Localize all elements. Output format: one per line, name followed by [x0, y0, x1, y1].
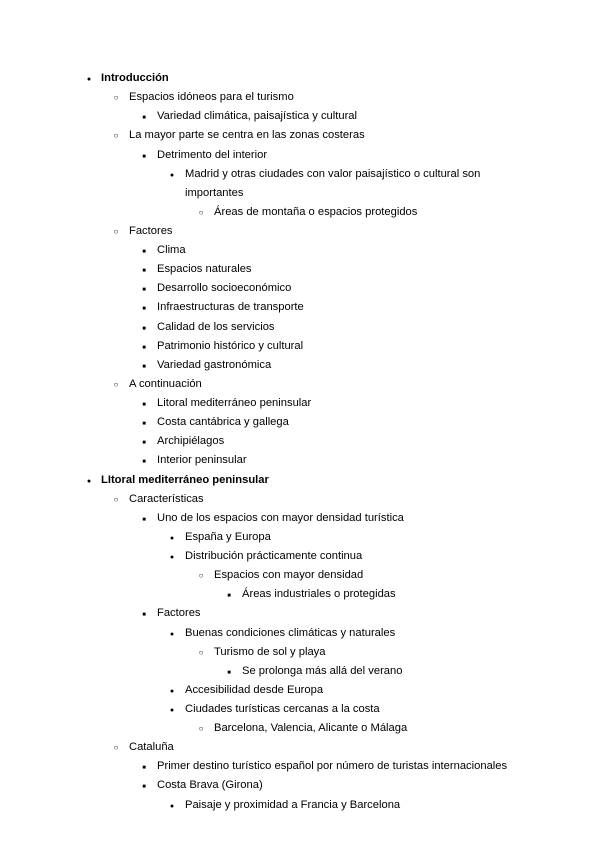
bullet-square-icon — [223, 585, 235, 606]
outline-item-text: Cataluña — [129, 741, 174, 754]
bullet-disc-icon — [166, 796, 178, 816]
outline-item-text: Primer destino turístico español por número de turistas internacionales — [157, 760, 508, 773]
outline-item-text: Barcelona, Valencia, Alicante o Málaga — [214, 722, 408, 735]
bullet-circle-icon — [110, 738, 122, 757]
outline-item-text: La mayor parte se centra en las zonas costeras — [129, 129, 365, 142]
bullet-square-icon — [138, 413, 150, 434]
outline-item-text: Accesibilidad desde Europa — [185, 683, 324, 696]
outline-item-text: Desarrollo socioeconómico — [157, 282, 292, 295]
outline-item-text: Archipiélagos — [157, 435, 225, 448]
outline-item-text: Madrid y otras ciudades con valor paisajístico o cultural son — [185, 167, 481, 180]
bullet-square-icon — [138, 509, 150, 530]
bullet-disc-icon — [166, 681, 178, 701]
bullet-circle-icon — [110, 222, 122, 241]
outline-item-text: Variedad gastronómica — [157, 358, 272, 371]
outline-item-text: Litoral mediterráneo peninsular — [157, 397, 312, 409]
bullet-circle-icon — [110, 126, 122, 145]
bullet-circle-icon — [110, 375, 122, 394]
bullet-square-icon — [223, 662, 235, 683]
bullet-disc-icon — [166, 700, 178, 720]
bullet-square-icon — [138, 241, 150, 262]
outline-item-text: Buenas condiciones climáticas y naturales — [185, 626, 396, 639]
outline-item-text: A continuación — [129, 377, 202, 390]
bullet-square-icon — [138, 451, 150, 472]
outline-item-text: Paisaje y proximidad a Francia y Barcelona — [185, 798, 401, 811]
outline-item-text: España y Europa — [185, 530, 271, 543]
bullet-disc-icon — [166, 528, 178, 548]
outline-item-text: Interior peninsular — [157, 454, 247, 467]
outline-item-text: Áreas de montaña o espacios protegidos — [214, 205, 418, 218]
bullet-square-icon — [138, 279, 150, 300]
outline-item-text: Áreas industriales o protegidas — [242, 588, 396, 601]
outline-item-text: Detrimento del interior — [157, 148, 268, 161]
outline-item-text: Variedad climática, paisajística y cultural — [157, 110, 358, 123]
outline-item-text: Factores — [129, 225, 173, 237]
outline-item-text: Ciudades turísticas cercanas a la costa — [185, 703, 380, 715]
bullet-circle-icon — [110, 88, 122, 107]
bullet-circle-icon — [195, 719, 207, 738]
outline-item-text: Infraestructuras de transporte — [157, 301, 304, 314]
bullet-circle-icon — [110, 490, 122, 509]
bullet-circle-icon — [195, 566, 207, 585]
outline-item-text: Calidad de los servicios — [157, 320, 275, 333]
outline-item-text: Costa cantábrica y gallega — [157, 416, 289, 429]
bullet-disc-icon — [166, 165, 178, 185]
outline-item-text: Espacios con mayor densidad — [214, 569, 364, 582]
bullet-square-icon — [138, 394, 150, 415]
bullet-square-icon — [138, 432, 150, 453]
bullet-square-icon — [138, 604, 150, 625]
bullet-square-icon — [138, 757, 150, 778]
outline-item-text: Factores — [157, 607, 201, 620]
bullet-circle-icon — [195, 203, 207, 222]
outline-item-text: Características — [129, 492, 204, 505]
bullet-disc-icon — [83, 69, 95, 89]
outline-item-text: Se prolonga más allá del verano — [242, 664, 403, 677]
bullet-square-icon — [138, 337, 150, 358]
bullet-circle-icon — [195, 643, 207, 662]
bullet-square-icon — [138, 298, 150, 319]
outline-item-text: Clima — [157, 244, 186, 257]
outline-item-text: importantes — [185, 186, 244, 199]
outline-item-text: Patrimonio histórico y cultural — [157, 339, 304, 352]
outline-item-text: Distribución prácticamente continua — [185, 550, 363, 562]
outline-item-text: Espacios naturales — [157, 263, 252, 276]
bullet-square-icon — [138, 776, 150, 797]
bullet-disc-icon — [83, 471, 95, 491]
bullet-square-icon — [138, 146, 150, 167]
outline-item-text: Uno de los espacios con mayor densidad turística — [157, 511, 404, 524]
bullet-square-icon — [138, 107, 150, 128]
outline-item-text: Espacios idóneos para el turismo — [129, 91, 294, 104]
bullet-square-icon — [138, 260, 150, 281]
bullet-square-icon — [138, 356, 150, 377]
bullet-disc-icon — [166, 547, 178, 567]
outline-item-text: LItoral mediterráneo peninsular — [101, 473, 269, 486]
bullet-square-icon — [138, 318, 150, 339]
bullet-disc-icon — [166, 624, 178, 644]
outline-item-text: Introducción — [101, 72, 169, 84]
outline-item-text: Costa Brava (Girona) — [157, 779, 263, 792]
outline-item-text: Turismo de sol y playa — [214, 645, 326, 658]
